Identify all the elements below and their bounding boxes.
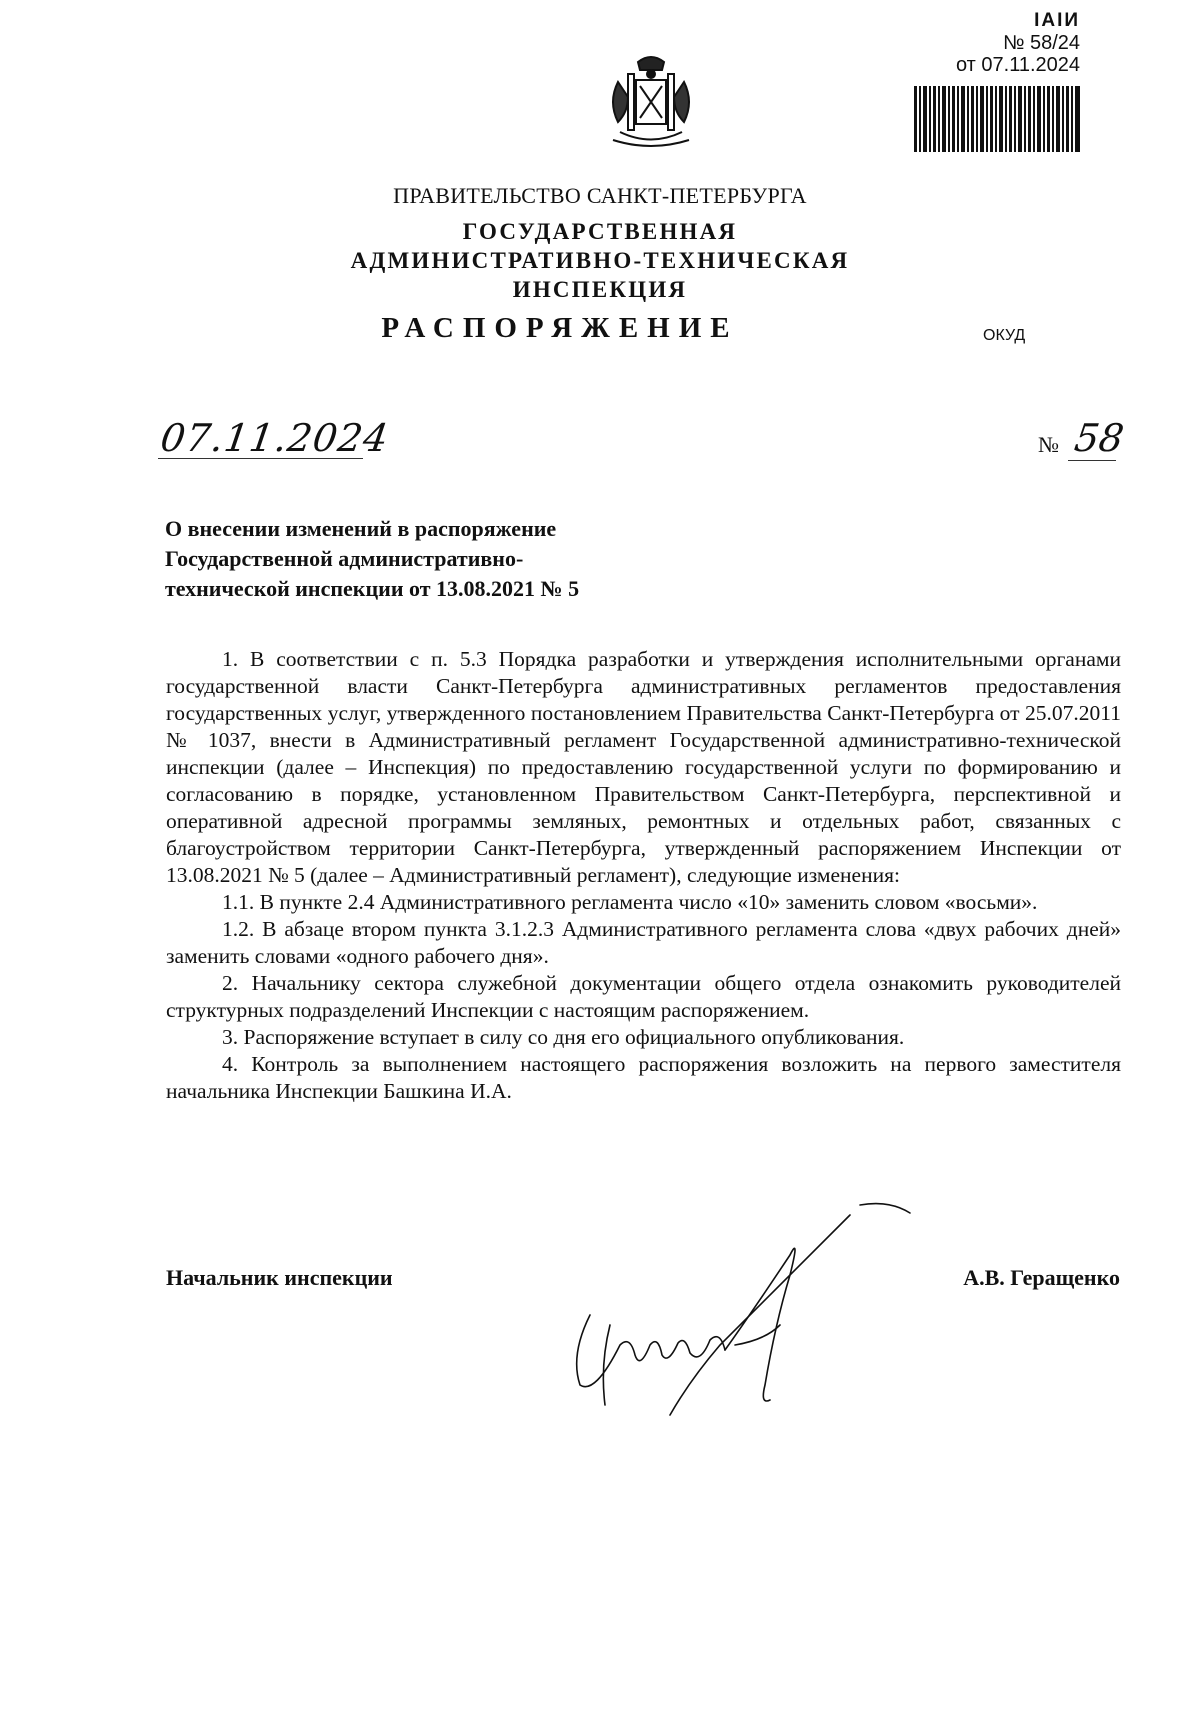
stamp-date: от 07.11.2024 — [955, 54, 1080, 76]
paragraph-1-1: 1.1. В пункте 2.4 Административного регламента число «10» заменить словом «восьми». — [222, 890, 1038, 914]
registration-stamp — [900, 10, 1080, 76]
document-body — [166, 646, 1121, 1105]
paragraph-3: 3. Распоряжение вступает в силу со дня его официального опубликования. — [222, 1025, 905, 1049]
organization-line-1: ГОСУДАРСТВЕННАЯ — [462, 219, 738, 244]
government-name: ПРАВИТЕЛЬСТВО САНКТ-ПЕТЕРБУРГА — [393, 183, 807, 208]
paragraph-1-2: 1.2. В абзаце втором пункта 3.1.2.3 Административного регламента слова «двух рабочих дней» заменить словами «одного рабочего дня». — [166, 917, 1121, 968]
okud-label: ОКУД — [983, 327, 1026, 344]
handwritten-signature — [550, 1195, 930, 1425]
paragraph-2: 2. Начальнику сектора служебной документации общего отдела ознакомить руководителей структурных подразделений Инспекции с настоящим распоряжением. — [166, 971, 1121, 1022]
coat-of-arms-emblem — [598, 52, 704, 152]
organization-line-2: АДМИНИСТРАТИВНО-ТЕХНИЧЕСКАЯ — [350, 248, 850, 273]
paragraph-4: 4. Контроль за выполнением настоящего распоряжения возложить на первого заместителя начальника Инспекции Башкина И.А. — [166, 1052, 1121, 1103]
organization-line-3: ИНСПЕКЦИЯ — [512, 277, 688, 302]
paragraph-1: 1. В соответствии с п. 5.3 Порядка разработки и утверждения исполнительными органами государственной власти Санкт-Петербурга административных регламентов предоставления государственных услуг, утвержденного постановлением Правительства Санкт-Петербурга от 25.07.2011 № 1037, внести в Административный регламент Государственной административно-технической инспекции (далее – Инспекция) по предоставлению государственной услуги по формированию и согласованию в порядке, установленном Правительством Санкт-Петербурга, перспективной и оперативной адресной программы земляных, ремонтных и отдельных работ, связанных с благоустройством территории Санкт-Петербурга, утвержденный распоряжением Инспекции от 13.08.2021 № 5 (далее – Административный регламент), следующие изменения: — [166, 647, 1121, 887]
signatory-position: Начальник инспекции — [166, 1265, 393, 1290]
subject-line-3: технической инспекции от 13.08.2021 № 5 — [165, 576, 580, 601]
stamp-number: № 58/24 — [1002, 32, 1080, 54]
document-subject — [165, 514, 685, 604]
date-underline — [158, 458, 363, 459]
subject-line-1: О внесении изменений в распоряжение — [165, 516, 557, 541]
barcode — [914, 86, 1080, 152]
stamp-code: IAIИ — [1034, 10, 1080, 31]
document-number: 58 — [1071, 416, 1127, 460]
signatory-name: А.В. Геращенко — [963, 1265, 1120, 1290]
number-underline — [1068, 460, 1116, 461]
subject-line-2: Государственной административно- — [165, 546, 524, 571]
document-type-title: РАСПОРЯЖЕНИЕ — [381, 312, 739, 344]
document-date: 07.11.2024 — [157, 416, 392, 460]
number-label: № — [1038, 432, 1059, 457]
